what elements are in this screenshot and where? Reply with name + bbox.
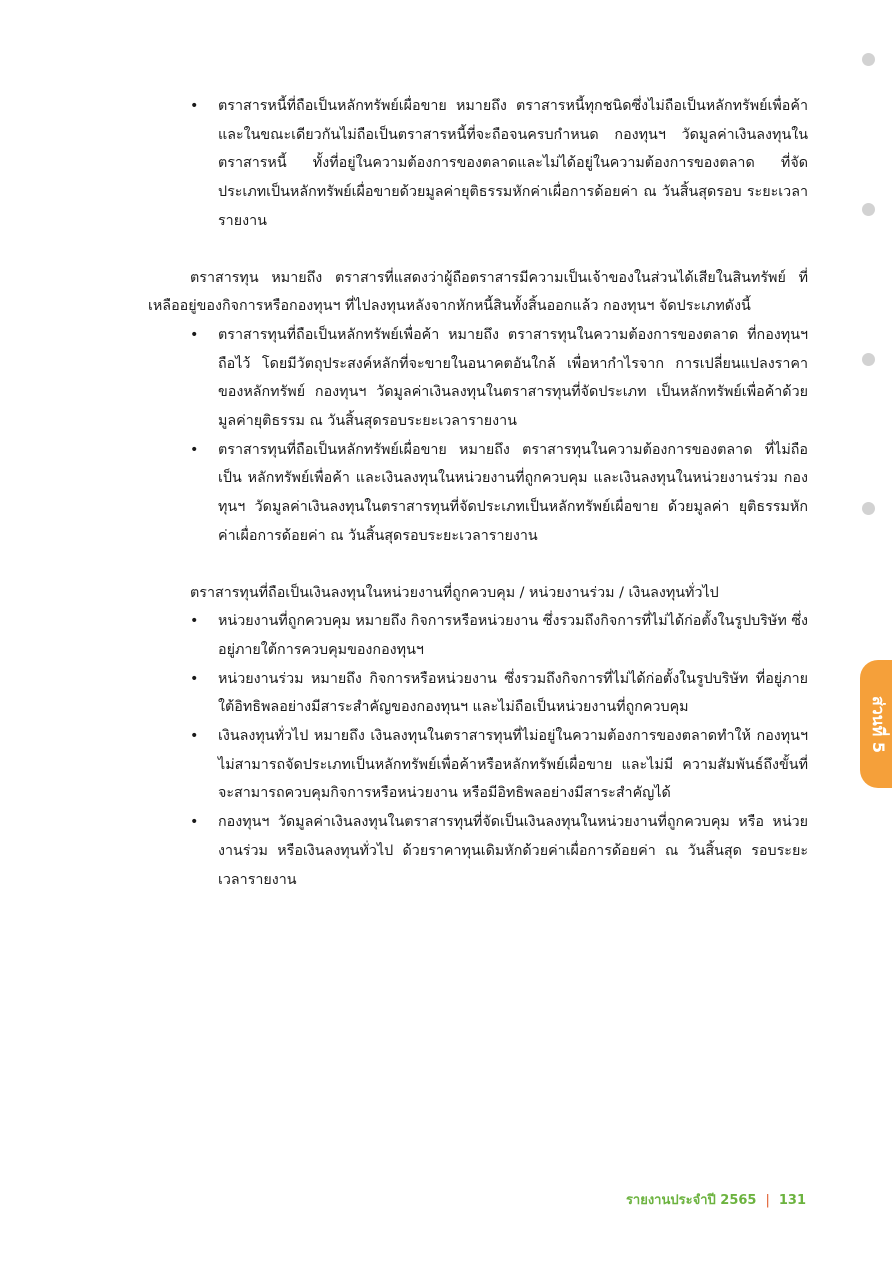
page-number: 131	[778, 1193, 806, 1208]
section-tab-label: ส่วนที่ 5	[868, 695, 888, 753]
page-footer	[626, 1189, 806, 1210]
report-title: รายงานประจำปี 2565	[625, 1193, 757, 1208]
equity-intro-paragraph: ตราสารทุน หมายถึง ตราสารที่แสดงว่าผู้ถือตราสารมีความเป็นเจ้าของในส่วนได้เสียในสินทรัพย์ ที่เหลืออยู่ของกิจการหรือกองทุนฯ ที่ไปลงทุนหลังจากหักหนี้สินทั้งสิ้นออกแล้ว กองทุนฯ จัดประเภทดังนี้	[148, 269, 808, 315]
list-item: • ตราสารทุนที่ถือเป็นหลักทรัพย์เผื่อขาย หมายถึง ตราสารทุนในความต้องการของตลาด ที่ไม่ถือเป็น หลักทรัพย์เพื่อค้า และเงินลงทุนในหน่วยงานที่ถูกควบคุม และเงินลงทุนในหน่วยงานร่วม กองทุนฯ วัดมูลค่าเงินลงทุนในตราสารทุนที่จัดประเภทเป็นหลักทรัพย์เผื่อขาย ด้วยมูลค่า ยุติธรรมหักค่าเผื่อการด้อยค่า ณ วันสิ้นสุดรอบระยะเวลารายงาน	[148, 436, 808, 551]
investment-heading: ตราสารทุนที่ถือเป็นเงินลงทุนในหน่วยงานที่ถูกควบคุม / หน่วยงานร่วม / เงินลงทุนทั่วไป	[190, 584, 719, 601]
section-tab	[860, 660, 892, 788]
list-item: • เงินลงทุนทั่วไป หมายถึง เงินลงทุนในตราสารทุนที่ไม่อยู่ในความต้องการของตลาดทำให้ กองทุนฯ ไม่สามารถจัดประเภทเป็นหลักทรัพย์เพื่อค้าหรือหลักทรัพย์เผื่อขาย และไม่มี ความสัมพันธ์ถึงขั้นที่จะสามารถควบคุมกิจการหรือหน่วยงาน หรือมีอิทธิพลอย่างมีสาระสำคัญได้	[148, 722, 808, 808]
list-item: • หน่วยงานที่ถูกควบคุม หมายถึง กิจการหรือหน่วยงาน ซึ่งรวมถึงกิจการที่ไม่ได้ก่อตั้งในรูปบริษัท ซึ่งอยู่ภายใต้การควบคุมของกองทุนฯ	[148, 607, 808, 664]
margin-dot	[862, 353, 875, 366]
margin-dot	[862, 502, 875, 515]
list-item: • หน่วยงานร่วม หมายถึง กิจการหรือหน่วยงาน ซึ่งรวมถึงกิจการที่ไม่ได้ก่อตั้งในรูปบริษัท ที่อยู่ภายใต้อิทธิพลอย่างมีสาระสำคัญของกองทุนฯ และไม่ถือเป็นหน่วยงานที่ถูกควบคุม	[148, 665, 808, 722]
margin-dot	[862, 53, 875, 66]
investment-bullet-list	[148, 607, 808, 894]
document-body	[148, 92, 808, 894]
equity-bullet-list	[148, 321, 808, 551]
list-item: • ตราสารหนี้ที่ถือเป็นหลักทรัพย์เผื่อขาย หมายถึง ตราสารหนี้ทุกชนิดซึ่งไม่ถือเป็นหลักทรัพย์เพื่อค้า และในขณะเดียวกันไม่ถือเป็นตราสารหนี้ที่จะถือจนครบกำหนด กองทุนฯ วัดมูลค่าเงินลงทุนใน ตราสารหนี้ ทั้งที่อยู่ในความต้องการของตลาดและไม่ได้อยู่ในความต้องการของตลาด ที่จัดประเภทเป็นหลักทรัพย์เผื่อขายด้วยมูลค่ายุติธรรมหักค่าเผื่อการด้อยค่า ณ วันสิ้นสุดรอบ ระยะเวลารายงาน	[148, 92, 808, 236]
list-item: • ตราสารทุนที่ถือเป็นหลักทรัพย์เพื่อค้า หมายถึง ตราสารทุนในความต้องการของตลาด ที่กองทุนฯ ถือไว้ โดยมีวัตถุประสงค์หลักที่จะขายในอนาคตอันใกล้ เพื่อหากำไรจาก การเปลี่ยนแปลงราคาของหลักทรัพย์ กองทุนฯ วัดมูลค่าเงินลงทุนในตราสารทุนที่จัดประเภท เป็นหลักทรัพย์เพื่อค้าด้วยมูลค่ายุติธรรม ณ วันสิ้นสุดรอบระยะเวลารายงาน	[148, 321, 808, 436]
margin-dot	[862, 203, 875, 216]
debt-bullet-list	[148, 92, 808, 236]
list-item: • กองทุนฯ วัดมูลค่าเงินลงทุนในตราสารทุนที่จัดเป็นเงินลงทุนในหน่วยงานที่ถูกควบคุม หรือ หน่วยงานร่วม หรือเงินลงทุนทั่วไป ด้วยราคาทุนเดิมหักด้วยค่าเผื่อการด้อยค่า ณ วันสิ้นสุด รอบระยะเวลารายงาน	[148, 808, 808, 894]
footer-separator: |	[765, 1193, 770, 1208]
